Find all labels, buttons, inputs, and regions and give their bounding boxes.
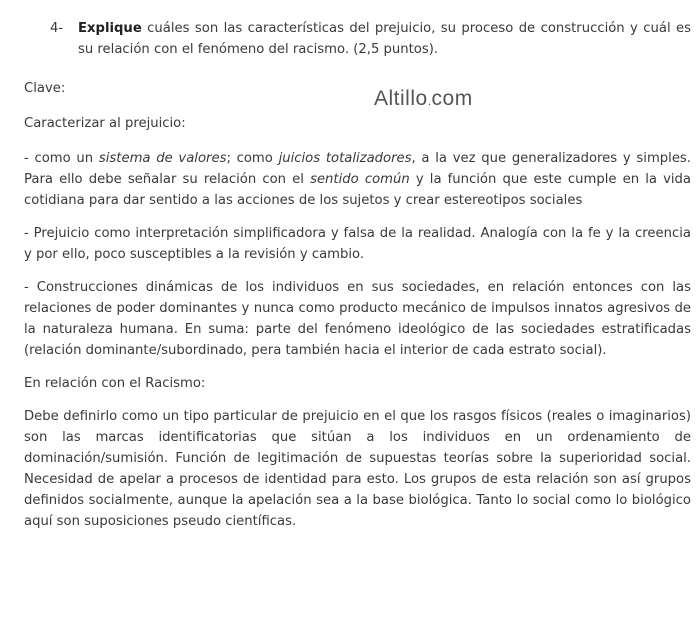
question-item xyxy=(50,18,691,60)
item1-juicios-totalizadores: juicios totalizadores xyxy=(278,151,412,166)
prejuicio-item-3: - Construcciones dinámicas de los individuos en sus sociedades, en relación entonces con las relaciones de poder dominantes y nunca como producto mecánico de impulsos innatos agresivos de la naturaleza humana. En suma: parte del fenómeno ideológico de las sociedades estratificadas (relación dominante/subordinado, pera también hacia el interior de cada estrato social). xyxy=(24,280,691,358)
prejuicio-item-1 xyxy=(24,148,691,211)
racismo-heading: En relación con el Racismo: xyxy=(24,376,206,391)
item1-part-e: , a la vez que generalizadores y simples. Para ello debe señalar su relación con el xyxy=(24,151,691,187)
prejuicio-item-2: - Prejuicio como interpretación simplificadora y falsa de la realidad. Analogía con la fe y la creencia y por ello, poco susceptibles a la revisión y cambio. xyxy=(24,226,691,262)
racismo-body: Debe definirlo como un tipo particular de prejuicio en el que los rasgos físicos (reales o imaginarios) son las marcas identificatorias que sitúan a los individuos en un ordenamiento de dominación/sumisión. Función de legitimación de supuestas teorías sobre la superioridad social. Necesidad de apelar a procesos de identidad para esto. Los grupos de esta relación son así grupos definidos socialmente, aunque la apelación sea a la base biológica. Tanto lo social como lo biológico aquí son suposiciones pseudo científicas. xyxy=(24,409,691,529)
clave-label: Clave: xyxy=(24,81,66,96)
question-rest: cuáles son las características del prejuicio, su proceso de construcción y cuál es su relación con el fenómeno del racismo. (2,5 puntos). xyxy=(78,21,691,57)
question-text xyxy=(78,18,691,60)
caracterizar-heading: Caracterizar al prejuicio: xyxy=(24,116,186,131)
watermark-domain: com xyxy=(431,87,473,110)
item1-sentido-comun: sentido común xyxy=(310,172,410,187)
item1-part-c: ; como xyxy=(226,151,279,166)
document-page xyxy=(24,18,691,544)
watermark-dot: . xyxy=(427,94,432,108)
watermark-brand: Altillo xyxy=(374,87,428,110)
question-number: 4- xyxy=(50,21,64,36)
item1-part-a: - como un xyxy=(24,151,99,166)
item1-sistema-valores: sistema de valores xyxy=(98,151,227,166)
question-keyword: Explique xyxy=(78,21,142,36)
item1-part-g: y la función que este cumple en la vida cotidiana para dar sentido a las acciones de los sujetos y crear estereotipos sociales xyxy=(24,172,691,208)
